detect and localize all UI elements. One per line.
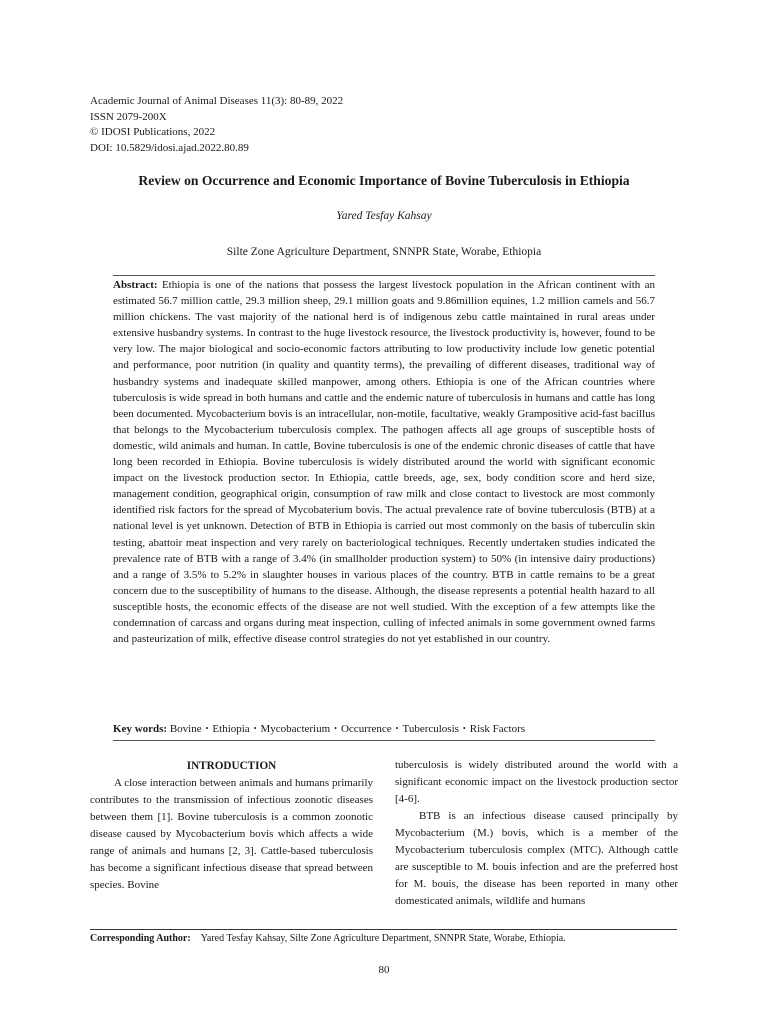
abstract-label: Abstract: xyxy=(113,279,158,291)
copyright: © IDOSI Publications, 2022 xyxy=(90,126,216,138)
footer-rule xyxy=(90,929,677,930)
abstract-top-rule xyxy=(113,275,655,276)
bullet-separator: • xyxy=(253,724,257,733)
body-paragraph: tuberculosis is widely distributed around the world with a significant economic impact on the livestock production sector [4-6]. xyxy=(395,759,678,805)
bullet-separator: • xyxy=(205,724,209,733)
keywords xyxy=(113,723,655,735)
right-column xyxy=(395,757,678,910)
keyword: Tuberculosis xyxy=(402,723,459,735)
journal-citation: Academic Journal of Animal Diseases 11(3): 80-89, 2022 xyxy=(90,95,344,107)
section-heading-introduction: INTRODUCTION xyxy=(186,760,277,772)
abstract-text: Ethiopia is one of the nations that possess the largest livestock population in the African continent with an estimated 56.7 million cattle, 29.3 million sheep, 29.1 million goats and 9.86million equines, 1.2 million camels and 56.7 million chickens. The vast majority of the national herd is of indigenous zebu cattle maintained in rural areas under extensive husbandry systems. In contrast to the huge livestock resource, the livestock productivity is, however, found to be very low. The major biological and socio-economic factors attributing to low productivity include low genetic potential and performance, poor nutrition (in quality and quantity terms), the prevailing of different diseases, traditional way of husbandry systems and inadequate skilled manpower, among others. Ethiopia is one of the African countries where tuberculosis is wide spread in both humans and cattle and the endemic nature of tuberculosis in humans and cattle has long been documented. Mycobacterium bovis is an intracellular, non-motile, facultative, weakly Grampositive acid-fast bacillus that belongs to the Mycobacterium tuberculosis complex. The pathogen affects all age groups of susceptible hosts of domestic, wild animals and human. In cattle, Bovine tuberculosis is one of the endemic chronic diseases of cattle that have long been recorded in Ethiopia. Bovine tuberculosis is widely distributed around the world with significant economic impact on the livestock production sector. In Ethiopia, cattle breeds, age, sex, body condition score and herd size, management condition, geographical origin, consumption of raw milk and close contact to livestock are most commonly identified risk factors for the spread of Mycobaterium bovis. The actual prevalence rate of bovine tuberculosis (BTB) at a national level is yet unknown. Detection of BTB in Ethiopia is carried out most commonly on the basis of tuberculin skin testing, abattoir meat inspection and very rarely on bacteriological techniques. Recently undertaken studies indicated the prevalence rate of BTB with a range of 3.4% (in smallholder production system) to 50% (in intensive dairy productions) and a range of 3.5% to 5.2% in slaughter houses in various places of the country. BTB in cattle remains to be a great concern due to the susceptibility of humans to the disease. Although, the disease represents a potential health hazard to all susceptible hosts, the economic effects of the disease are not well studied. With the exception of a few attempts like the condemnation of carcass and organs during meat inspection, culling of infected animals in some government owned farms and pasteurization of milk, effective disease control strategies do not yet established in our country. xyxy=(113,279,655,646)
page-number: 80 xyxy=(378,964,390,976)
body-paragraph: A close interaction between animals and humans primarily contributes to the transmission of infectious zoonotic diseases between them [1]. Bovine tuberculosis is a common zoonotic disease caused by Mycobacterium bovis which affects a wide range of animals and humans [2, 3]. Cattle-based tuberculosis has become a significant infectious disease that spread between species. Bovine xyxy=(90,777,373,891)
article-author: Yared Tesfay Kahsay xyxy=(336,210,432,222)
keywords-label: Key words: xyxy=(113,723,168,735)
keyword: Ethiopia xyxy=(212,723,250,735)
article-affiliation: Silte Zone Agriculture Department, SNNPR State, Worabe, Ethiopia xyxy=(226,246,542,258)
issn: ISSN 2079-200X xyxy=(90,110,167,123)
bullet-separator: • xyxy=(395,724,399,733)
keywords-bottom-rule xyxy=(113,740,655,741)
keyword: Occurrence xyxy=(340,723,392,735)
bullet-separator: • xyxy=(462,724,466,733)
left-column xyxy=(90,758,373,894)
keyword: Mycobacterium xyxy=(260,723,331,735)
article-title: Review on Occurrence and Economic Importance of Bovine Tuberculosis in Ethiopia xyxy=(138,173,630,188)
doi: DOI: 10.5829/idosi.ajad.2022.80.89 xyxy=(90,141,249,154)
abstract xyxy=(113,277,655,647)
corresponding-author-text: Yared Tesfay Kahsay, Silte Zone Agriculture Department, SNNPR State, Worabe, Ethiopia. xyxy=(200,933,566,944)
bullet-separator: • xyxy=(334,724,337,733)
keyword: Risk Factors xyxy=(469,723,526,735)
journal-header xyxy=(90,94,343,156)
corresponding-author xyxy=(90,933,566,944)
keyword: Bovine xyxy=(169,723,202,735)
body-paragraph: BTB is an infectious disease caused principally by Mycobacterium (M.) bovis, which is a member of the Mycobacterium tuberculosis complex (MTC). Although cattle are susceptible to M. bouis infection and are the preferred host for M. bouis, the disease has been reported in many other domesticated animals, wildlife and humans xyxy=(395,810,678,907)
corresponding-author-label: Corresponding Author: xyxy=(90,933,191,944)
